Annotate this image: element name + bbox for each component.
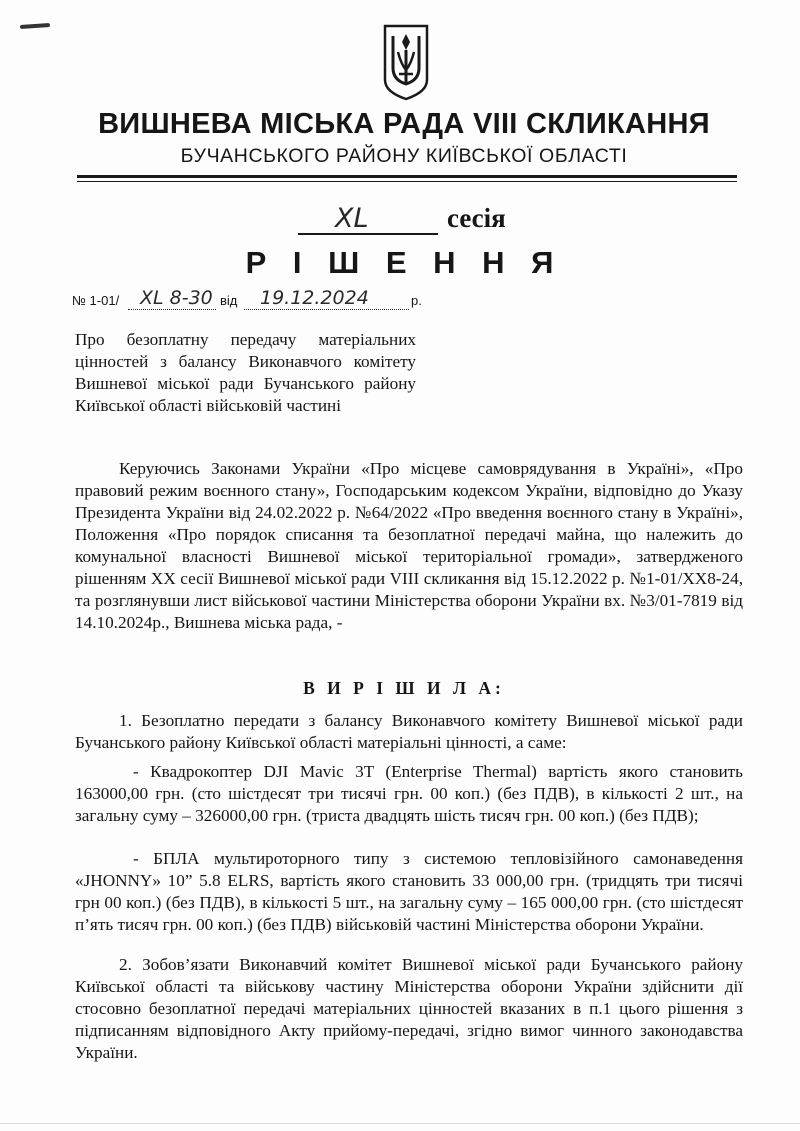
page-bottom-edge: [0, 1123, 800, 1124]
preamble-paragraph: Керуючись Законами України «Про місцеве самоврядування в Україні», «Про правовий режим воєнного стану», Господарським кодексом України, відповідно до Указу Президента України від 24.02.2022 р. №64/2022 «Про введення воєнного стану в Україні», Положення «Про порядок списання та безоплатної передачі майна, що належить до комунальної власності Вишневої міської територіальної громади», затвердженого рішенням XX сесії Вишневої міської ради VIII скликання від 15.12.2022 р. №1-01/XX8-24, та розглянувши лист військової частини Міністерства оборони України вх. №3/01-7819 від 14.10.2024р., Вишнева міська рада, -: [75, 459, 743, 632]
decided-heading: В И Р І Ш И Л А:: [303, 678, 505, 698]
item-1-intro: 1. Безоплатно передати з балансу Виконавчого комітету Вишневої міської ради Бучанського району Київської області матеріальні цінності, а саме:: [75, 711, 743, 752]
item-1-subitem-drone: - Квадрокоптер DJI Mavic 3T (Enterprise Thermal) вартість якого становить 163000,00 грн. (сто шістдесят три тисячі грн. 00 коп.) (без ПДВ), в кількості 2 шт., на загальну суму – 326000,00 грн. (триста двадцять шість тисяч грн. 00 коп.) (без ПДВ);: [75, 762, 743, 825]
session-number: XL: [335, 203, 369, 234]
doc-number-handwritten: XL 8-30: [140, 287, 213, 309]
doc-number-prefix: № 1-01/: [72, 293, 120, 308]
item-2-paragraph: 2. Зобов’язати Виконавчий комітет Вишневої міської ради Бучанського району Київської області та військову частину Міністерства оборони України здійснити дії стосовно безоплатної передачі матеріальних цінностей вказаних в п.1 цього рішення з підписанням відповідного Акту прийому-передачі, згідно вимог чинного законодавства України.: [75, 955, 743, 1062]
trident-emblem-icon: [381, 22, 431, 102]
session-label: сесія: [447, 203, 506, 233]
header-divider-thin: [77, 181, 737, 182]
decision-title: Р І Ш Е Н Н Я: [245, 245, 563, 280]
decision-subject: Про безоплатну передачу матеріальних цінностей з балансу Виконавчого комітету Вишневої міської ради Бучанського району Київської області військовій частині: [75, 330, 416, 415]
item-1-subitem-uav: - БПЛА мультироторного типу з системою тепловізійного самонаведення «JHONNY» 10” 5.8 ELRS, вартість якого становить 33 000,00 грн. (тридцять три тисячі грн 00 коп.) (без ПДВ), в кількості 5 шт., на загальну суму – 165 000,00 грн. (сто шістдесят п’ять тисяч грн. 00 коп.) (без ПДВ) військовій частині Міністерства оборони України.: [75, 849, 743, 934]
council-name: ВИШНЕВА МІСЬКА РАДА VIII СКЛИКАННЯ: [98, 108, 710, 140]
council-region: БУЧАНСЬКОГО РАЙОНУ КИЇВСЬКОЇ ОБЛАСТІ: [180, 145, 628, 167]
doc-date-suffix: р.: [411, 293, 422, 308]
header-divider-thick: [77, 175, 737, 178]
pen-mark: [20, 23, 50, 29]
doc-date-prefix: від: [220, 293, 238, 308]
doc-date-handwritten: 19.12.2024: [260, 287, 369, 309]
